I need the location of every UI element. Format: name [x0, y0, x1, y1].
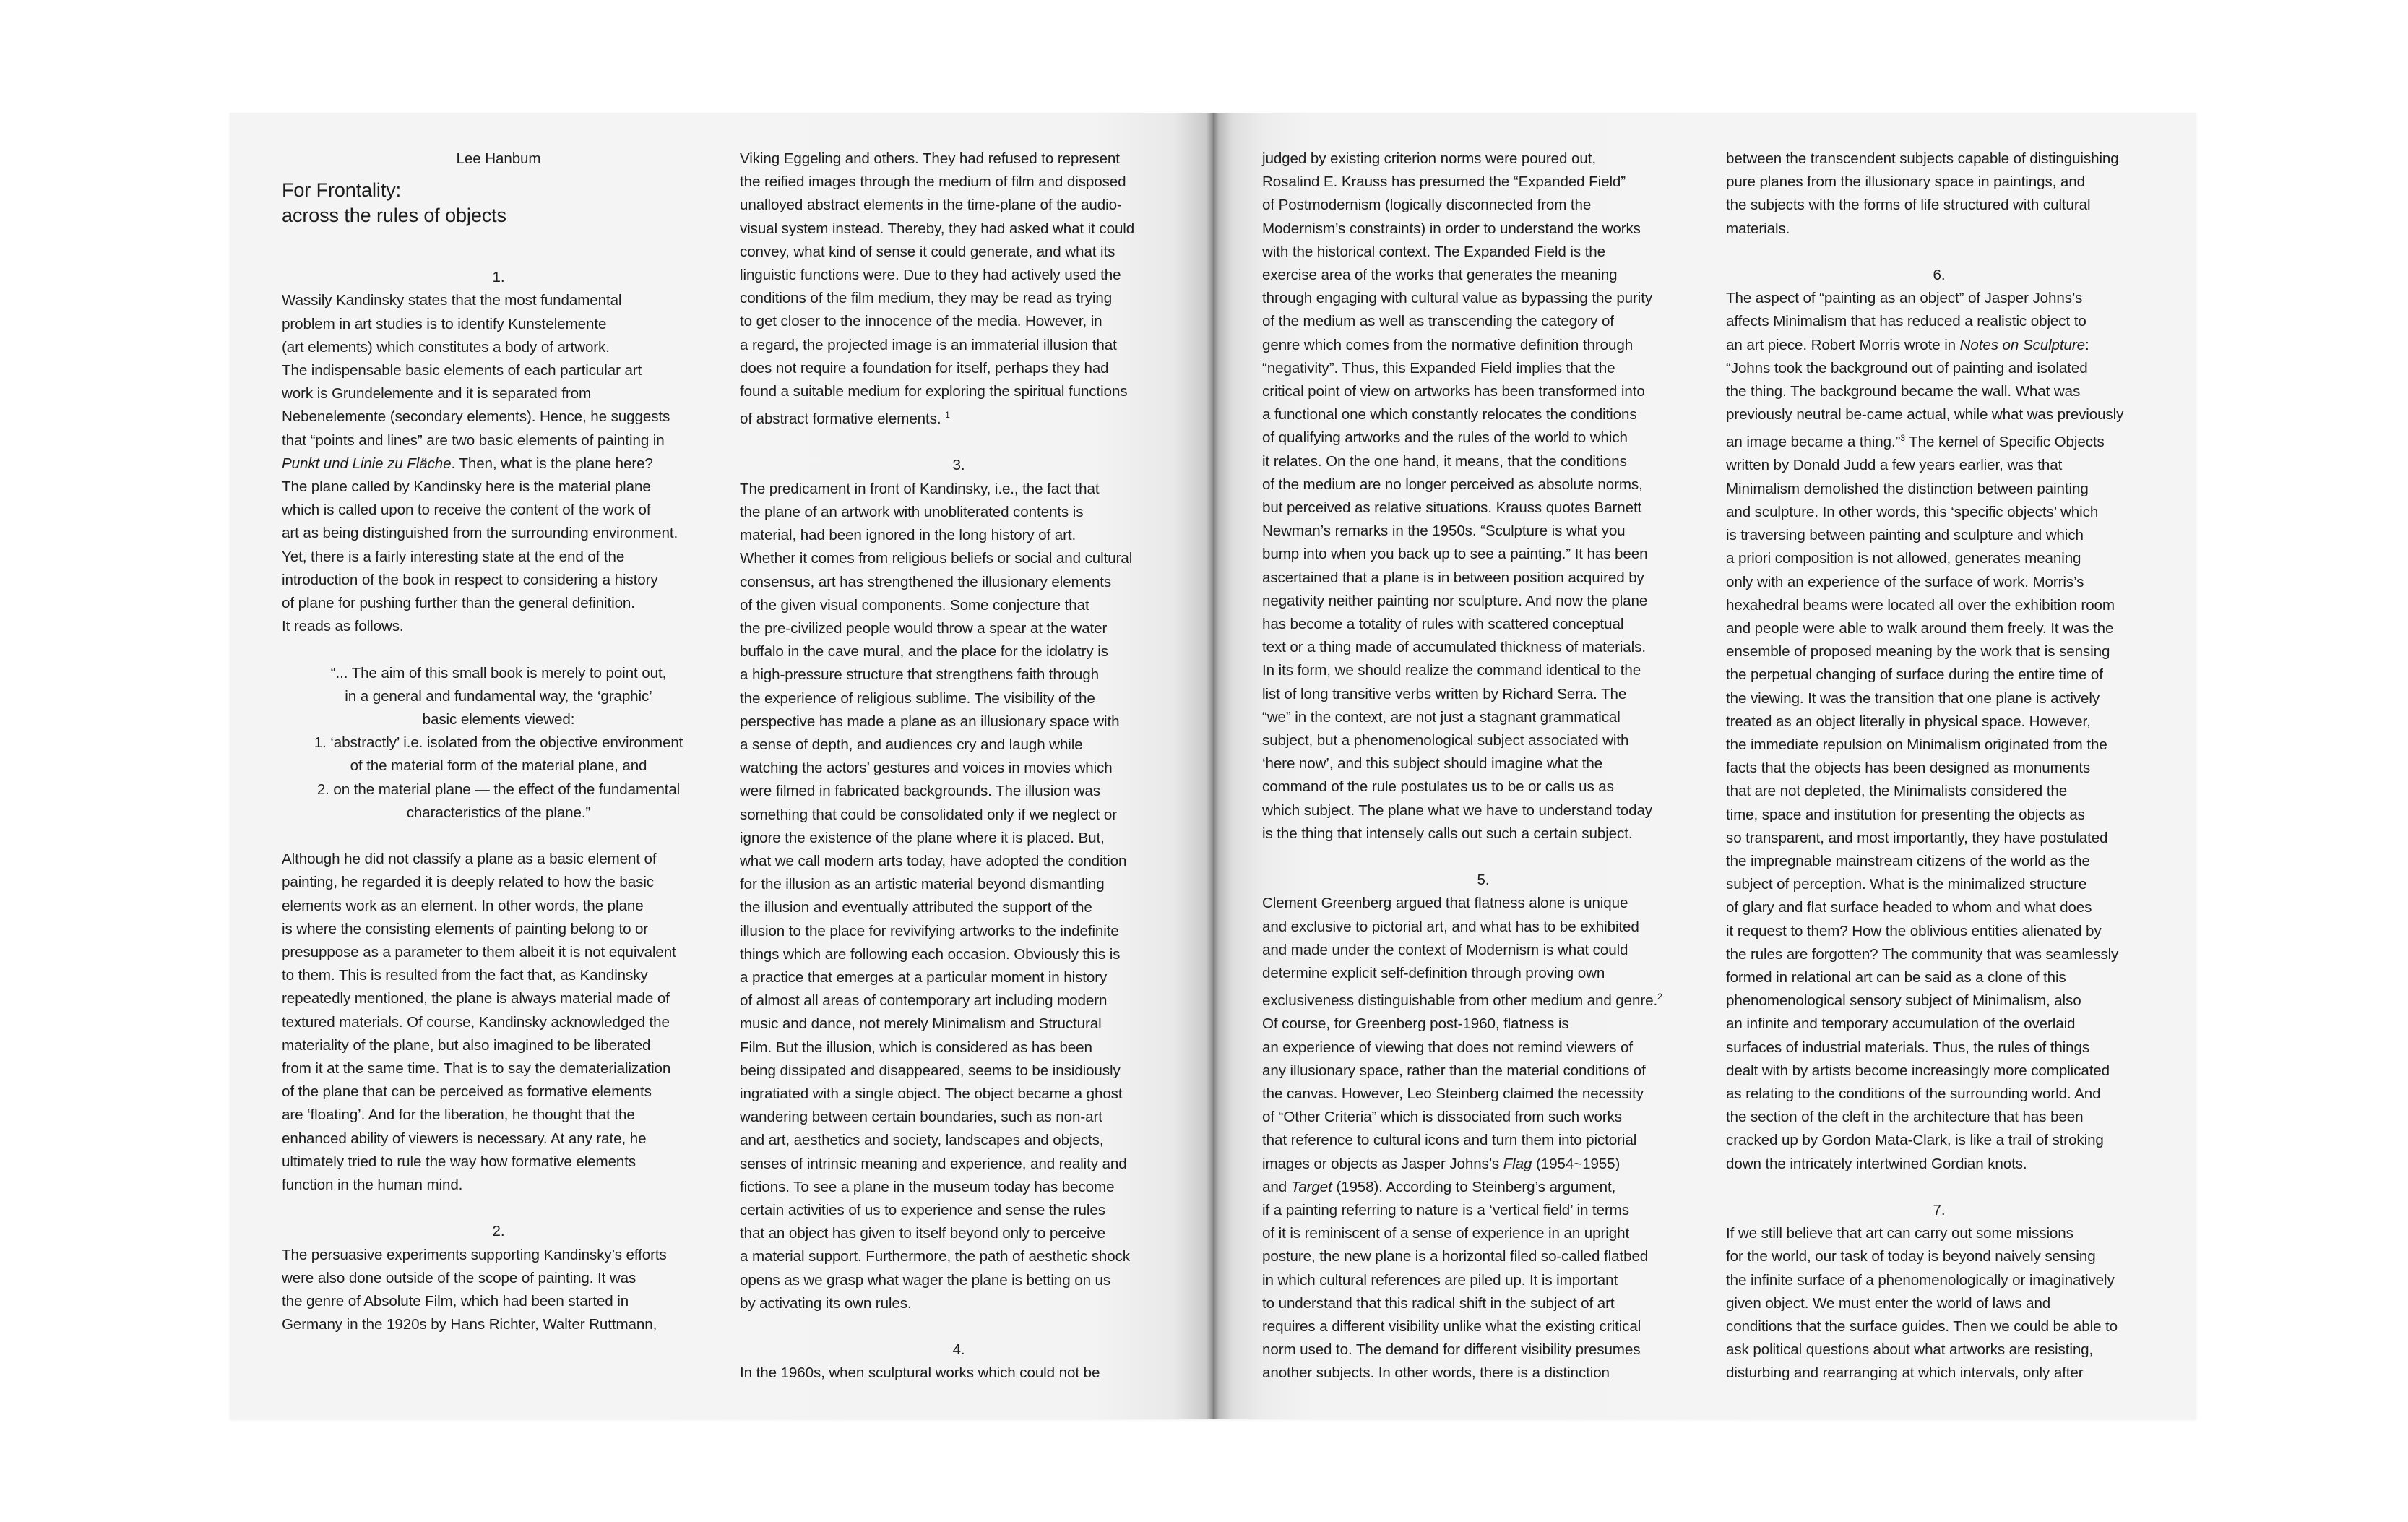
section-3-paragraph: [740, 478, 1178, 1315]
text-line: negativity neither painting nor sculpture. And now the plane: [1262, 592, 1648, 609]
text-line: the thing. The background became the wall. What was: [1726, 383, 2081, 400]
text-line: enhanced ability of viewers is necessary. At any rate, he: [282, 1130, 647, 1147]
text-line: the plane of an artwork with unobliterated contents is: [740, 503, 1084, 520]
text-line: to get closer to the innocence of the media. However, in: [740, 313, 1102, 330]
text-fragment: images or objects as Jasper Johns’s: [1262, 1155, 1503, 1172]
text-line: another subjects. In other words, there is a distinction: [1262, 1364, 1610, 1382]
text-line: a high-pressure structure that strengthens faith through: [740, 666, 1099, 684]
text-line: work is Grundelemente and it is separated from: [282, 385, 592, 403]
text-line: and exclusive to pictorial art, and what has to be exhibited: [1262, 918, 1639, 935]
text-line: has become a totality of rules with scattered conceptual: [1262, 616, 1624, 633]
text-line: material, had been ignored in the long history of art.: [740, 527, 1076, 544]
text-line: of the medium are no longer perceived as absolute norms,: [1262, 476, 1643, 493]
text-line: treated as an object literally in physical space. However,: [1726, 713, 2091, 730]
text-line: conditions of the film medium, they may be read as trying: [740, 290, 1113, 307]
text-line: an experience of viewing that does not remind viewers of: [1262, 1039, 1633, 1056]
text-line: subject, but a phenomenological subject associated with: [1262, 732, 1629, 749]
right-column-1: [1262, 147, 1704, 1385]
text-line: textured materials. Of course, Kandinsky acknowledged the: [282, 1013, 670, 1031]
text-line: the section of the cleft in the architecture that has been: [1726, 1109, 2084, 1126]
text-line: which subject. The plane what we have to understand today: [1262, 801, 1653, 819]
text-fragment: The kernel of Specific Objects: [1904, 434, 2105, 451]
text-line-footnote: [1726, 426, 2152, 454]
text-line: In its form, we should realize the command identical to the: [1262, 662, 1641, 679]
text-line: opens as we grasp what wager the plane is betting on us: [740, 1271, 1111, 1289]
text-line: Minimalism demolished the distinction between painting: [1726, 480, 2089, 497]
text-line: is the thing that intensely calls out such a certain subject.: [1262, 825, 1633, 842]
footnote-marker: 3: [1900, 433, 1905, 444]
text-line: genre which comes from the normative definition through: [1262, 336, 1634, 353]
text-line: time, space and institution for presenting the objects as: [1726, 806, 2085, 823]
quote-line: of the material form of the material plane, and: [350, 757, 647, 775]
text-line: Wassily Kandinsky states that the most fundamental: [282, 292, 622, 309]
text-line: that reference to cultural icons and turn them into pictorial: [1262, 1132, 1637, 1149]
text-line: between the transcendent subjects capable of distinguishing: [1726, 150, 2119, 167]
quote-line: characteristics of the plane.”: [406, 804, 591, 821]
text-line: painting, he regarded it is deeply related to how the basic: [282, 874, 654, 891]
text-line: unalloyed abstract elements in the time-plane of the audio-: [740, 197, 1122, 214]
text-fragment: of abstract formative elements.: [740, 410, 941, 428]
text-line: ascertained that a plane is in between position acquired by: [1262, 569, 1644, 586]
text-line: disturbing and rearranging at which intervals, only after: [1726, 1364, 2084, 1382]
text-line: perspective has made a plane as an illusionary space with: [740, 713, 1120, 730]
quote-line: 2. on the material plane — the effect of the fundamental: [316, 781, 681, 798]
text-line: it relates. On the one hand, it means, that the conditions: [1262, 452, 1627, 470]
text-fragment: an art piece. Robert Morris wrote in: [1726, 336, 1960, 353]
left-column-1: [282, 147, 715, 1337]
right-page: [1213, 113, 2196, 1419]
text-line: from it at the same time. That is to say the dematerialization: [282, 1060, 671, 1078]
quote-line: “... The aim of this small book is merely to point out,: [330, 664, 667, 682]
text-line: Whether it comes from religious beliefs or social and cultural: [740, 550, 1133, 567]
text-line: if a painting referring to nature is a ‘vertical field’ in terms: [1262, 1201, 1629, 1218]
text-line: and made under the context of Modernism is what could: [1262, 941, 1628, 958]
text-line: as relating to the conditions of the surrounding world. And: [1726, 1085, 2101, 1102]
text-line: and people were able to walk around them freely. It was the: [1726, 619, 2114, 637]
text-line: and sculpture. In other words, this ‘specific objects’ which: [1726, 503, 2099, 520]
text-line-mixed: [1262, 1176, 1704, 1199]
text-line-footnote: [740, 403, 1178, 431]
text-line: so transparent, and most importantly, they have postulated: [1726, 829, 2108, 846]
text-fragment: . Then, what is the plane here?: [451, 455, 653, 472]
text-line: the experience of religious sublime. The visibility of the: [740, 689, 1095, 707]
text-fragment: exclusiveness distinguishable from other medium and genre.: [1262, 992, 1658, 1010]
text-line: the immediate repulsion on Minimalism originated from the: [1726, 736, 2107, 753]
text-line: a sense of depth, and audiences cry and laugh while: [740, 736, 1083, 753]
text-line: art as being distinguished from the surrounding environment.: [282, 525, 678, 542]
book-title-italic: Notes on Sculpture: [1959, 336, 2085, 353]
text-line: Modernism’s constraints) in order to understand the works: [1262, 220, 1641, 237]
text-line: ingratiated with a single object. The object became a ghost: [740, 1085, 1123, 1102]
text-line: Clement Greenberg argued that flatness alone is unique: [1262, 895, 1628, 912]
text-line-mixed: [1726, 334, 2152, 357]
text-line: function in the human mind.: [282, 1177, 463, 1194]
section-5-continued: [1726, 147, 2152, 241]
book-spread: [230, 113, 2196, 1419]
section-number-5: 5.: [1477, 872, 1490, 889]
text-line: what we call modern arts today, have adopted the condition: [740, 852, 1127, 869]
text-line: of Postmodernism (logically disconnected from the: [1262, 197, 1592, 214]
text-line-mixed: [1262, 1153, 1704, 1176]
text-line: to understand that this radical shift in the subject of art: [1262, 1294, 1615, 1312]
text-line: senses of intrinsic meaning and experience, and reality and: [740, 1155, 1127, 1172]
text-line: affects Minimalism that has reduced a realistic object to: [1726, 313, 2086, 330]
section-7-paragraph: [1726, 1222, 2152, 1385]
text-line: a priori composition is not allowed, generates meaning: [1726, 550, 2081, 567]
text-line: list of long transitive verbs written by Richard Serra. The: [1262, 685, 1627, 702]
text-line: convey, what kind of sense it could generate, and what its: [740, 243, 1115, 260]
text-line: being dissipated and disappeared, seems to be insidiously: [740, 1062, 1121, 1079]
text-line: buffalo in the cave mural, and the place for the idolatry is: [740, 643, 1108, 661]
text-line: materiality of the plane, but also imagined to be liberated: [282, 1036, 651, 1054]
quote-line: 1. ‘abstractly’ i.e. isolated from the objective environment: [314, 734, 683, 752]
quote-line: in a general and fundamental way, the ‘graphic’: [345, 687, 652, 705]
text-line: of glary and flat surface headed to whom and what does: [1726, 899, 2092, 916]
text-line: “negativity”. Thus, this Expanded Field implies that the: [1262, 359, 1615, 377]
text-line: fictions. To see a plane in the museum today has become: [740, 1178, 1115, 1195]
text-line: the infinite surface of a phenomenologically or imaginatively: [1726, 1271, 2115, 1289]
text-line: posture, the new plane is a horizontal filed so-called flatbed: [1262, 1248, 1649, 1265]
text-line: pure planes from the illusionary space in paintings, and: [1726, 173, 2085, 191]
text-line: cracked up by Gordon Mata-Clark, is like a trail of stroking: [1726, 1132, 2104, 1149]
text-line: found a suitable medium for exploring the spiritual functions: [740, 383, 1128, 400]
text-line: by activating its own rules.: [740, 1294, 912, 1312]
text-line: It reads as follows.: [282, 618, 404, 635]
text-line: music and dance, not merely Minimalism and Structural: [740, 1015, 1102, 1033]
text-fragment: an image became a thing.”: [1726, 434, 1901, 451]
text-line: Yet, there is a fairly interesting state at the end of the: [282, 548, 625, 565]
section-1-paragraph-2: [282, 848, 715, 1197]
text-line: “we” in the context, are not just a stagnant grammatical: [1262, 708, 1621, 726]
text-line: written by Donald Judd a few years earlier, was that: [1726, 457, 2063, 474]
book-title-italic: Punkt und Linie zu Fläche: [282, 455, 452, 472]
text-line: of the medium as well as transcending the category of: [1262, 313, 1614, 330]
section-4-paragraph: [740, 1362, 1178, 1385]
text-line: are ‘floating’. And for the liberation, he thought that the: [282, 1106, 635, 1124]
text-line: Film. But the illusion, which is considered as has been: [740, 1039, 1092, 1056]
text-fragment: and: [1262, 1178, 1291, 1195]
text-line: linguistic functions were. Due to they had actively used the: [740, 267, 1121, 284]
text-line: surfaces of industrial materials. Thus, the rules of things: [1726, 1039, 2090, 1056]
text-fragment: (1958). According to Steinberg’s argument,: [1332, 1178, 1616, 1195]
text-line: down the intricately intertwined Gordian knots.: [1726, 1155, 2027, 1172]
text-line: an infinite and temporary accumulation of the overlaid: [1726, 1015, 2076, 1033]
text-line: a material support. Furthermore, the path of aesthetic shock: [740, 1248, 1131, 1265]
text-line: In the 1960s, when sculptural works which could not be: [740, 1364, 1100, 1382]
text-line: ‘here now’, and this subject should imagine what the: [1262, 755, 1603, 773]
essay-title: [282, 178, 715, 228]
right-column-2: [1726, 147, 2152, 1385]
section-2-paragraph: [282, 1244, 715, 1337]
text-line: a practice that emerges at a particular moment in history: [740, 968, 1108, 986]
text-line: formed in relational art can be said as a clone of this: [1726, 968, 2066, 986]
text-line: the viewing. It was the transition that one plane is actively: [1726, 689, 2100, 707]
text-line: illusion to the place for revivifying artworks to the indefinite: [740, 922, 1119, 940]
footnote-marker: 2: [1657, 992, 1662, 1002]
text-line: that are not depleted, the Minimalists considered the: [1726, 783, 2068, 800]
text-line: bump into when you back up to see a painting.” It has been: [1262, 546, 1648, 563]
text-line: ensemble of proposed meaning by the work that is sensing: [1726, 643, 2110, 661]
title-line-2: across the rules of objects: [282, 205, 506, 227]
text-line: If we still believe that art can carry out some missions: [1726, 1225, 2073, 1242]
text-line: The persuasive experiments supporting Kandinsky’s efforts: [282, 1246, 667, 1263]
section-6-paragraph: [1726, 287, 2152, 1176]
text-line: the subjects with the forms of life structured with cultural: [1726, 197, 2091, 214]
text-line: phenomenological sensory subject of Minimalism, also: [1726, 992, 2081, 1010]
section-4-continued: [1262, 147, 1704, 846]
text-line: ignore the existence of the plane where it is placed. But,: [740, 829, 1105, 846]
section-number-4: 4.: [952, 1341, 965, 1359]
text-line: a functional one which constantly relocates the conditions: [1262, 406, 1637, 424]
text-line: only with an experience of the surface of work. Morris’s: [1726, 573, 2084, 590]
text-line: which is called upon to receive the content of the work of: [282, 502, 651, 519]
text-line: the genre of Absolute Film, which had been started in: [282, 1293, 629, 1310]
text-line: does not require a foundation for itself, perhaps they had: [740, 359, 1109, 377]
text-line: a regard, the projected image is an immaterial illusion that: [740, 336, 1117, 353]
text-line: conditions that the surface guides. Then we could be able to: [1726, 1317, 2118, 1335]
section-5-paragraph: [1262, 892, 1704, 1385]
left-page: [230, 113, 1213, 1419]
text-line: of plane for pushing further than the general definition.: [282, 595, 635, 612]
text-line: introduction of the book in respect to considering a history: [282, 571, 658, 588]
footnote-marker: 1: [945, 410, 950, 421]
text-line: dealt with by artists become increasingly more complicated: [1726, 1062, 2110, 1079]
text-line: Although he did not classify a plane as a basic element of: [282, 851, 657, 868]
text-line: The predicament in front of Kandinsky, i.e., the fact that: [740, 480, 1100, 497]
text-line: the perpetual changing of surface during the entire time of: [1726, 666, 2103, 684]
left-column-2: [740, 147, 1178, 1385]
text-line: of the plane that can be perceived as formative elements: [282, 1083, 652, 1101]
text-line: repeatedly mentioned, the plane is always material made of: [282, 990, 670, 1007]
text-line: to them. This is resulted from the fact that, as Kandinsky: [282, 967, 648, 984]
text-line: the reified images through the medium of film and disposed: [740, 173, 1126, 191]
text-line: but perceived as relative situations. Krauss quotes Barnett: [1262, 499, 1642, 517]
text-line: of almost all areas of contemporary art including modern: [740, 992, 1108, 1010]
text-line: for the world, our task of today is beyond naively sensing: [1726, 1248, 2096, 1265]
text-line: consensus, art has strengthened the illusionary elements: [740, 573, 1112, 590]
text-line: of it is reminiscent of a sense of experience in an upright: [1262, 1225, 1630, 1242]
text-line: judged by existing criterion norms were poured out,: [1262, 150, 1596, 167]
text-line: is where the consisting elements of painting belong to or: [282, 920, 649, 937]
text-line: given object. We must enter the world of laws and: [1726, 1294, 2051, 1312]
text-line: critical point of view on artworks has been transformed into: [1262, 383, 1645, 400]
text-line: the canvas. However, Leo Steinberg claimed the necessity: [1262, 1085, 1644, 1102]
text-line-footnote: [1262, 985, 1704, 1012]
text-line: the illusion and eventually attributed the support of the: [740, 899, 1092, 916]
section-number-1: 1.: [492, 269, 505, 286]
text-line: Newman’s remarks in the 1950s. “Sculpture is what you: [1262, 523, 1626, 540]
section-number-2: 2.: [492, 1223, 505, 1240]
text-line: and art, aesthetics and society, landscapes and objects,: [740, 1132, 1104, 1149]
text-line: command of the rule postulates us to be or calls us as: [1262, 778, 1614, 796]
text-line: things which are following each occasion. Obviously this is: [740, 945, 1121, 963]
text-line: is traversing between painting and sculpture and which: [1726, 527, 2084, 544]
section-number-6: 6.: [1933, 267, 1946, 283]
text-line: subject of perception. What is the minimalized structure: [1726, 876, 2087, 893]
text-line: were also done outside of the scope of painting. It was: [282, 1269, 636, 1286]
text-line: problem in art studies is to identify Kunstelemente: [282, 315, 607, 332]
text-line: the rules are forgotten? The community that was seamlessly: [1726, 945, 2119, 963]
text-line: “Johns took the background out of painting and isolated: [1726, 359, 2088, 377]
text-fragment: (1954~1955): [1532, 1155, 1621, 1172]
author-name: Lee Hanbum: [456, 150, 541, 167]
text-line: (art elements) which constitutes a body of artwork.: [282, 338, 610, 356]
text-line: it request to them? How the oblivious entities alienated by: [1726, 922, 2102, 940]
text-line: ultimately tried to rule the way how formative elements: [282, 1153, 636, 1170]
text-line: certain activities of us to experience and sense the rules: [740, 1201, 1105, 1218]
text-line: wandering between certain boundaries, such as non-art: [740, 1109, 1102, 1126]
text-line: requires a different visibility unlike what the existing critical: [1262, 1318, 1641, 1335]
text-line: the impregnable mainstream citizens of the world as the: [1726, 852, 2090, 869]
text-line: of the given visual components. Some conjecture that: [740, 596, 1089, 614]
text-line: presuppose as a parameter to them albeit it is not equivalent: [282, 944, 676, 961]
text-line: that an object has given to itself beyond only to perceive: [740, 1225, 1105, 1242]
text-line: Rosalind E. Krauss has presumed the “Expanded Field”: [1262, 173, 1626, 191]
text-line: facts that the objects has been designed as monuments: [1726, 760, 2091, 777]
section-2-continued: [740, 147, 1178, 431]
text-line: with the historical context. The Expanded Field is the: [1262, 243, 1606, 260]
text-line: determine explicit self-definition through proving own: [1262, 965, 1605, 982]
text-line: exercise area of the works that generates the meaning: [1262, 267, 1618, 284]
text-line: elements work as an element. In other words, the plane: [282, 897, 644, 914]
text-line: watching the actors’ gestures and voices in movies which: [740, 760, 1113, 777]
section-number-7: 7.: [1933, 1201, 1946, 1218]
title-line-1: For Frontality:: [282, 179, 402, 202]
text-line: The indispensable basic elements of each particular art: [282, 362, 642, 379]
quote-line: basic elements viewed:: [422, 711, 575, 728]
text-line: ask political questions about what artworks are resisting,: [1726, 1341, 2094, 1359]
text-line: of qualifying artworks and the rules of the world to which: [1262, 429, 1628, 447]
text-line: norm used to. The demand for different visibility presumes: [1262, 1341, 1641, 1359]
text-line: were filmed in fabricated backgrounds. The illusion was: [740, 783, 1100, 800]
text-line: of “Other Criteria” which is dissociated from such works: [1262, 1109, 1622, 1126]
artwork-title-italic: Target: [1290, 1178, 1332, 1195]
text-line: Viking Eggeling and others. They had refused to represent: [740, 150, 1120, 167]
text-line-mixed: [282, 452, 715, 476]
section-number-3: 3.: [952, 457, 965, 474]
text-line: something that could be consolidated only if we neglect or: [740, 806, 1117, 823]
text-line: that “points and lines” are two basic elements of painting in: [282, 431, 665, 449]
text-line: The aspect of “painting as an object” of Jasper Johns’s: [1726, 290, 2083, 307]
text-fragment: :: [2085, 336, 2089, 353]
text-line: visual system instead. Thereby, they had asked what it could: [740, 220, 1135, 237]
artwork-title-italic: Flag: [1503, 1155, 1532, 1172]
text-line: previously neutral be-came actual, while what was previously: [1726, 406, 2124, 424]
block-quote: [282, 662, 715, 825]
text-line: materials.: [1726, 220, 1790, 237]
text-line: Germany in the 1920s by Hans Richter, Walter Ruttmann,: [282, 1316, 657, 1333]
text-line: hexahedral beams were located all over the exhibition room: [1726, 596, 2115, 614]
text-line: in which cultural references are piled up. It is important: [1262, 1271, 1618, 1289]
text-line: for the illusion as an artistic material beyond dismantling: [740, 876, 1105, 893]
text-line: through engaging with cultural value as bypassing the purity: [1262, 290, 1653, 307]
text-line: Of course, for Greenberg post-1960, flatness is: [1262, 1015, 1569, 1033]
text-line: The plane called by Kandinsky here is the material plane: [282, 478, 651, 496]
section-1-paragraph: [282, 289, 715, 638]
text-line: Nebenelemente (secondary elements). Hence, he suggests: [282, 408, 670, 426]
text-line: text or a thing made of accumulated thickness of materials.: [1262, 639, 1646, 656]
text-line: any illusionary space, rather than the material conditions of: [1262, 1062, 1646, 1079]
text-line: the pre-civilized people would throw a spear at the water: [740, 619, 1108, 637]
